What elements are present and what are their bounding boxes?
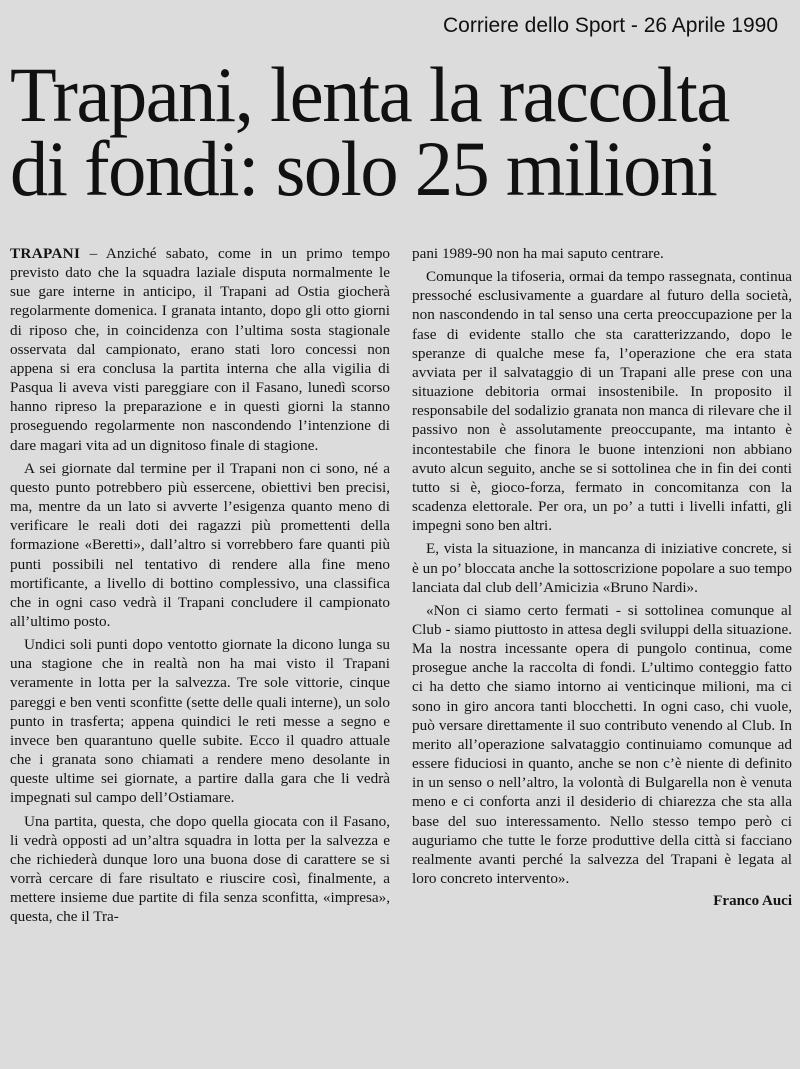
- paragraph: Comunque la tifoseria, ormai da tempo rassegnata, continua pressoché esclusivamente a guardare al futuro della società, non nascondendo in tal senso una certa preoccupazione per la fase di evidente stallo che sta caratterizzando, dopo le speranze di qualche mese fa, l’operazione che era stata avviata per il salvataggio di un Trapani alle prese con una situazione debitoria ormai insostenibile. In proposito il responsabile del sodalizio granata non manca di rilevare che il passivo non è assolutamente preoccupante, ma intanto è incontestabile che finora le buone intenzioni non abbiano avuto alcun seguito, anche se si sottolinea che in fin dei conti tutto si è, gioco-forza, fermato in concomitanza con la scadenza elettorale. Per ora, un po’ a tutti i livelli infatti, gli impegni sono ben altri.: [412, 268, 792, 535]
- paragraph-text: – Anziché sabato, come in un primo tempo previsto dato che la squadra laziale disputa normalmente le sue gare interne in anticipo, il Trapani ad Ostia giocherà regolarmente domenica. I granata intanto, dopo gli otto giorni di riposo che, in coincidenza con l’ultima sosta stagionale osservata dal campionato, erano stati loro concessi non appena si era conclusa la partita interna che alla vigilia di Pasqua li aveva visti pareggiare con il Fasano, lunedì scorso hanno ripreso la preparazione e in questi giorni la stanno proseguendo regolarmente non nascondendo l’intenzione di dare magari vita ad un dignitoso finale di stagione.: [10, 245, 390, 454]
- article-column-left: [10, 244, 390, 1059]
- paragraph: Undici soli punti dopo ventotto giornate la dicono lunga su una stagione che in realtà non ha mai visto il Trapani veramente in lotta per la salvezza. Tre sole vittorie, cinque pareggi e ben venti sconfitte (sette delle quali interne), un solo punto in trasferta; appena quindici le reti messe a segno e invece ben quarantuno quelle subite. Ecco il quadro attuale che i granata sono chiamati a rendere meno desolante in queste ultime sei giornate, a partire dalla gara che li vedrà impegnati sul campo dell’Ostiamare.: [10, 636, 390, 807]
- paragraph: pani 1989-90 non ha mai saputo centrare.: [412, 245, 664, 262]
- dateline: TRAPANI: [10, 245, 81, 262]
- paragraph: «Non ci siamo certo fermati - si sottolinea comunque al Club - siamo piuttosto in attesa degli sviluppi della situazione. Ma la nostra incessante opera di pungolo continua, come prosegue anche la raccolta di fondi. L’ultimo conteggio fatto ci ha detto che siamo intorno ai venticinque milioni, ma ci sono in giro ancora tanti blocchetti. In ogni caso, chi vuole, può versare direttamente il suo contributo venendo al Club. In merito all’operazione salvataggio continuiamo comunque ad essere fiduciosi in quanto, anche se non c’è niente di definito in un senso o nell’altro, la volontà di Bulgarella non è venuta meno e ci conforta anzi il desiderio di chiarezza che sta alla base del suo interessamento. Nello stesso tempo però ci auguriamo che tutte le forze produttive della città si facciano realmente avanti perché la salvezza del Trapani è legata al loro concreto intervento».: [412, 601, 792, 887]
- source-caption: Corriere dello Sport - 26 Aprile 1990: [442, 14, 778, 37]
- headline-line-2: di fondi: solo 25 milioni: [10, 125, 717, 212]
- paragraph: A sei giornate dal termine per il Trapani non ci sono, né a questo punto potrebbero più essercene, obiettivi ben precisi, ma, mentre da un lato si avverte l’esigenza quanto meno di verificare le reali doti dei ragazzi più promettenti della formazione «Beretti», dall’altro si vorrebbero fare quanti più punti possibili nel tentativo di rendere alla fine meno mortificante, a livello di bottino complessivo, una classifica che in ogni caso vedrà il Trapani concludere il campionato all’ultimo posto.: [10, 459, 390, 630]
- paragraph: E, vista la situazione, in mancanza di iniziative concrete, si è un po’ bloccata anche la sottoscrizione popolare a suo tempo lanciata dal club dell’Amicizia «Bruno Nardi».: [412, 540, 792, 596]
- author-signature: Franco Auci: [713, 893, 792, 910]
- article-column-right: [412, 244, 792, 1059]
- paragraph: Una partita, questa, che dopo quella giocata con il Fasano, li vedrà opposti ad un’altra squadra in lotta per la salvezza e che richiederà dunque loro una buona dose di carattere se si vorrà cercare di fare risultato e riuscire così, finalmente, a mettere insieme due partite di fila senza sconfitta, «impresa», questa, che il Tra-: [10, 812, 390, 926]
- article-body: [10, 244, 792, 1059]
- headline-line-1: Trapani, lenta la raccolta: [10, 51, 729, 138]
- headline: [10, 51, 774, 212]
- paragraph: [10, 244, 390, 455]
